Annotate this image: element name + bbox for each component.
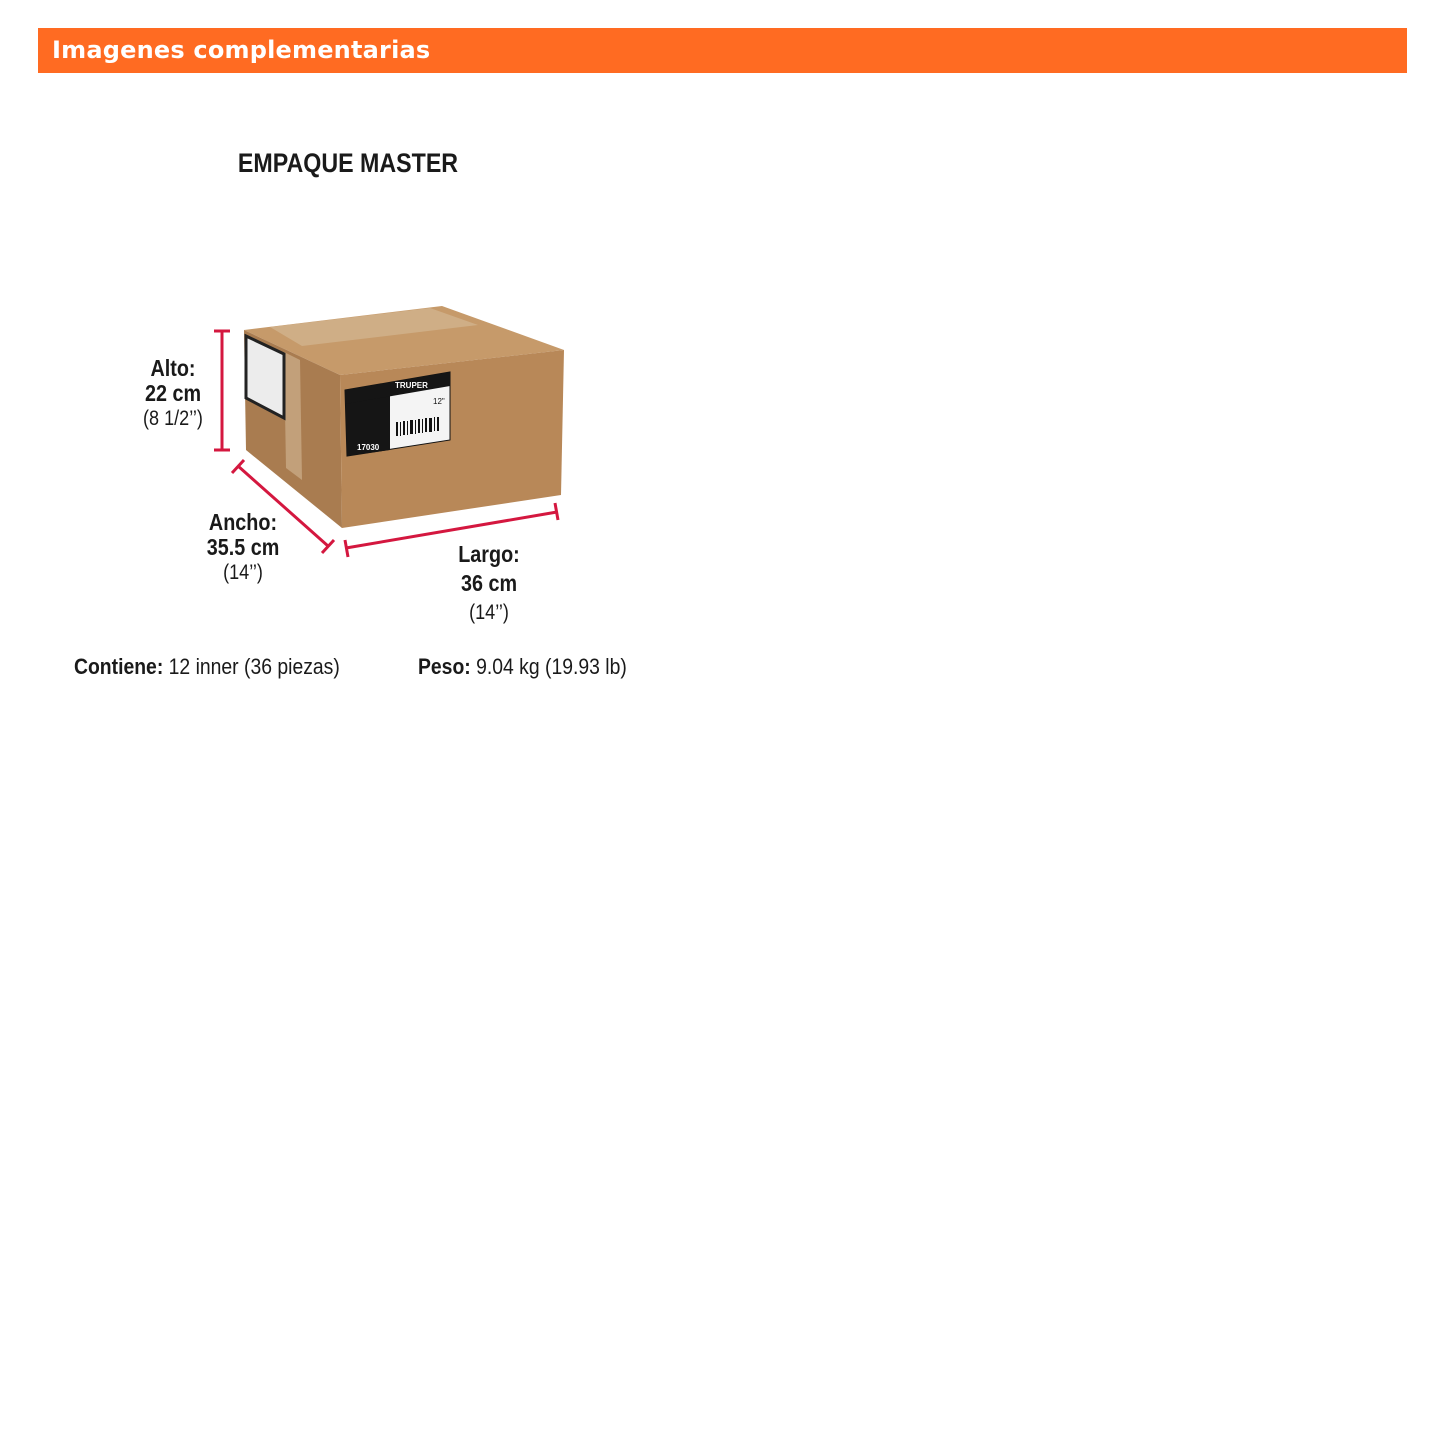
ancho-label: Ancho: bbox=[208, 509, 278, 535]
alto-metric: 22 cm bbox=[144, 380, 202, 406]
peso-info bbox=[418, 654, 627, 680]
dimension-ancho bbox=[196, 510, 291, 585]
ancho-imperial: (14’’) bbox=[223, 561, 263, 584]
header-title: Imagenes complementarias bbox=[52, 36, 431, 64]
box-label-brand: TRUPER bbox=[395, 381, 428, 390]
ancho-metric: 35.5 cm bbox=[206, 534, 280, 560]
box-illustration bbox=[0, 0, 620, 620]
largo-imperial: (14’’) bbox=[469, 601, 509, 624]
contiene-value: 12 inner (36 piezas) bbox=[168, 654, 340, 679]
largo-label: Largo: bbox=[458, 541, 520, 567]
box-side-tape bbox=[284, 352, 302, 480]
contiene-info bbox=[74, 654, 340, 680]
largo-metric: 36 cm bbox=[460, 570, 518, 596]
dimension-largo bbox=[442, 540, 537, 627]
section-title: EMPAQUE MASTER bbox=[237, 148, 459, 178]
alto-label: Alto: bbox=[150, 355, 196, 381]
peso-value: 9.04 kg (19.93 lb) bbox=[476, 654, 627, 679]
peso-label: Peso: bbox=[418, 654, 471, 679]
alto-imperial: (8 1/2’’) bbox=[143, 407, 203, 430]
dimension-alto bbox=[126, 356, 221, 431]
box-label-size: 12" bbox=[433, 397, 445, 406]
box-label-code: 17030 bbox=[357, 443, 380, 452]
contiene-label: Contiene: bbox=[74, 654, 164, 679]
